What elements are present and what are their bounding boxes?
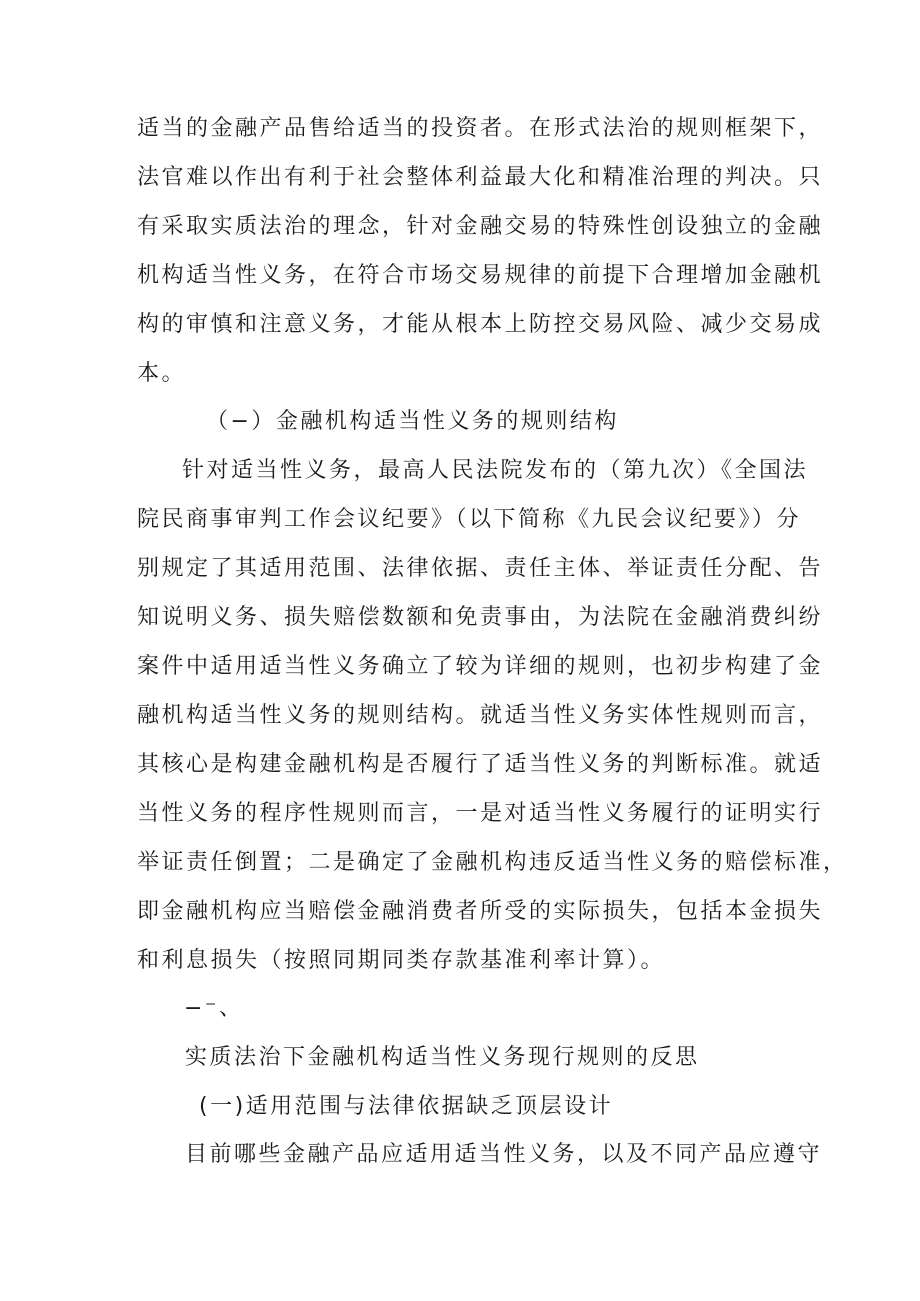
paragraph-1-line-3: 有采取实质法治的理念，针对金融交易的特殊性创设独立的金融 bbox=[137, 214, 824, 239]
paragraph-2-line-5: 案件中适用适当性义务确立了较为详细的规则，也初步构建了金 bbox=[137, 654, 824, 679]
paragraph-2-line-6: 融机构适当性义务的规则结构。就适当性义务实体性规则而言， bbox=[137, 703, 824, 728]
paragraph-2-line-1: 针对适当性义务，最高人民法院发布的（第九次）《全国法 bbox=[182, 458, 809, 483]
section-title: 实质法治下金融机构适当性义务现行规则的反思 bbox=[185, 1045, 700, 1070]
paragraph-1-line-4: 机构适当性义务，在符合市场交易规律的前提下合理增加金融机 bbox=[137, 263, 824, 288]
paragraph-2-line-3: 别规定了其适用范围、法律依据、责任主体、举证责任分配、告 bbox=[137, 556, 824, 581]
paragraph-2-line-4: 知说明义务、损失赔偿数额和免责事由，为法院在金融消费纠纷 bbox=[137, 605, 824, 630]
section-number: −⁻、 bbox=[184, 996, 244, 1021]
paragraph-2-line-9: 举证责任倒置；二是确定了金融机构违反适当性义务的赔偿标准， bbox=[137, 850, 848, 875]
paragraph-2-line-11: 和利息损失（按照同期同类存款基准利率计算）。 bbox=[137, 948, 666, 973]
paragraph-2-line-2: 院民商事审判工作会议纪要》（以下简称《九民会议纪要》）分 bbox=[137, 507, 802, 532]
paragraph-1-line-2: 法官难以作出有利于社会整体利益最大化和精准治理的判决。只 bbox=[137, 165, 824, 190]
paragraph-1-line-1: 适当的金融产品售给适当的投资者。在形式法治的规则框架下， bbox=[137, 116, 824, 141]
paragraph-2-line-10: 即金融机构应当赔偿金融消费者所受的实际损失，包括本金损失 bbox=[137, 899, 824, 924]
paragraph-1-line-6: 本。 bbox=[137, 361, 187, 386]
subsection-heading-scope: (一)适用范围与法律依据缺乏顶层设计 bbox=[199, 1094, 614, 1119]
paragraph-3-line-1: 目前哪些金融产品应适用适当性义务，以及不同产品应遵守 bbox=[185, 1142, 823, 1167]
paragraph-1-line-5: 构的审慎和注意义务，才能从根本上防控交易风险、减少交易成 bbox=[137, 312, 824, 337]
paragraph-2-line-7: 其核心是构建金融机构是否履行了适当性义务的判断标准。就适 bbox=[137, 752, 824, 777]
paragraph-2-line-8: 当性义务的程序性规则而言，一是对适当性义务履行的证明实行 bbox=[137, 801, 824, 826]
section-heading-rule-structure: （−）金融机构适当性义务的规则结构 bbox=[206, 409, 619, 434]
